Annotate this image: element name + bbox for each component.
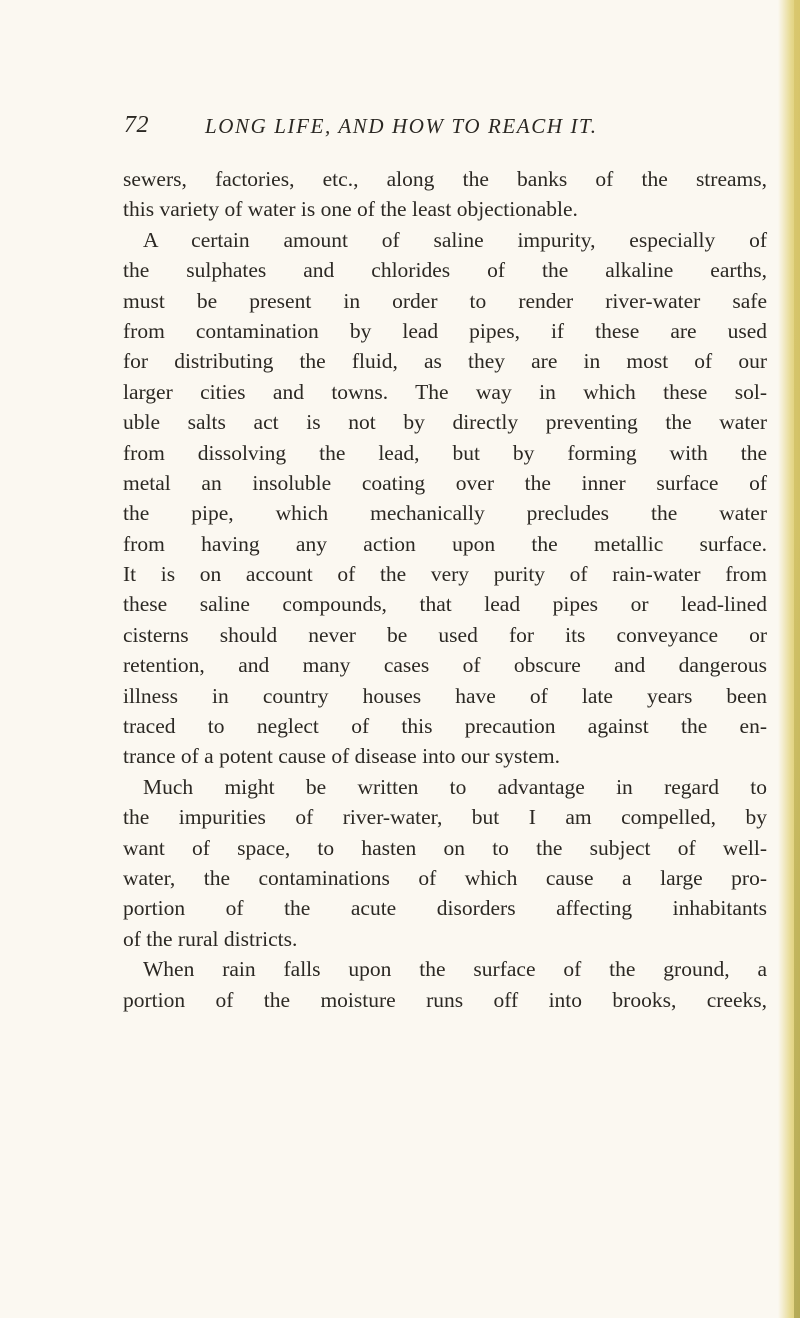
text-line: metal an insoluble coating over the inner surface of (123, 470, 767, 495)
paragraph-start-line: When rain falls upon the surface of the ground, a (143, 957, 767, 982)
text-line: this variety of water is one of the least objectionable. (123, 197, 578, 222)
text-line: portion of the moisture runs off into brooks, creeks, (123, 987, 767, 1012)
page-edge-shadow (794, 0, 800, 1318)
running-head: LONG LIFE, AND HOW TO REACH IT. (205, 114, 598, 138)
text-line: trance of a potent cause of disease into our system. (123, 744, 561, 769)
page-header (124, 112, 664, 152)
text-line: from dissolving the lead, but by forming with the (123, 440, 767, 465)
text-line: the sulphates and chlorides of the alkaline earths, (123, 258, 767, 283)
body-text (123, 164, 767, 1015)
text-line: these saline compounds, that lead pipes or lead-lined (123, 592, 767, 617)
text-line: uble salts act is not by directly preventing the water (123, 410, 767, 435)
text-line: portion of the acute disorders affecting inhabitants (123, 896, 767, 921)
paragraph-start-line: A certain amount of saline impurity, especially of (143, 227, 767, 252)
text-line: illness in country houses have of late years been (123, 683, 767, 708)
text-line: cisterns should never be used for its conveyance or (123, 622, 767, 647)
text-line: of the rural districts. (123, 926, 298, 951)
text-line: from contamination by lead pipes, if these are used (123, 318, 767, 343)
text-line: traced to neglect of this precaution against the en- (123, 714, 767, 739)
text-line: larger cities and towns. The way in which these sol- (123, 379, 767, 404)
text-line: It is on account of the very purity of rain-water from (123, 562, 767, 587)
text-line: must be present in order to render river-water safe (123, 288, 767, 313)
page-number: 72 (124, 112, 149, 138)
text-line: the impurities of river-water, but I am compelled, by (123, 805, 767, 830)
text-line: from having any action upon the metallic surface. (123, 531, 767, 556)
paragraph-start-line: Much might be written to advantage in regard to (143, 774, 767, 799)
text-line: the pipe, which mechanically precludes the water (123, 501, 767, 526)
text-line: for distributing the fluid, as they are in most of our (123, 349, 767, 374)
text-line: want of space, to hasten on to the subject of well- (123, 835, 767, 860)
text-line: retention, and many cases of obscure and dangerous (123, 653, 767, 678)
text-line: water, the contaminations of which cause a large pro- (123, 865, 767, 890)
text-line: sewers, factories, etc., along the banks of the streams, (123, 167, 767, 191)
